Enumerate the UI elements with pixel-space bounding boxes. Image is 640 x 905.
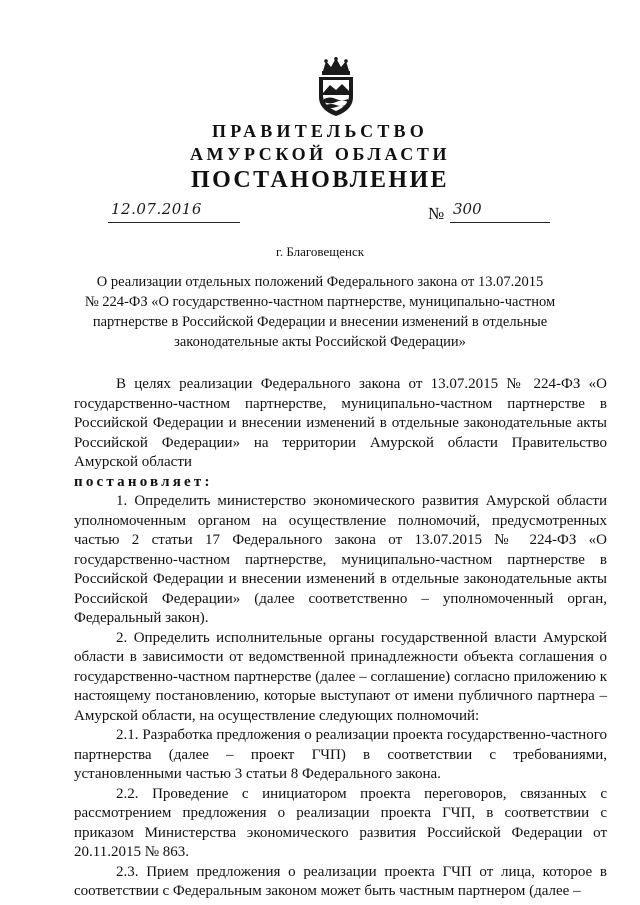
document-subject bbox=[80, 272, 560, 352]
government-title: ПРАВИТЕЛЬСТВО bbox=[212, 121, 428, 141]
number-field bbox=[450, 200, 550, 223]
subject-line: партнерстве в Российской Федерации и внесении изменений в отдельные bbox=[92, 314, 548, 330]
document-type-title: ПОСТАНОВЛЕНИЕ bbox=[191, 167, 449, 193]
subject-line: № 224-ФЗ «О государственно-частном партнерстве, муниципально-частном bbox=[84, 294, 556, 310]
decree-word: постановляет: bbox=[74, 473, 213, 490]
coat-of-arms-icon bbox=[314, 57, 358, 117]
subject-line: О реализации отдельных положений Федерального закона от 13.07.2015 bbox=[96, 274, 544, 290]
city-line: г. Благовещенск bbox=[275, 244, 365, 259]
subject-line: законодательные акты Российской Федерации» bbox=[174, 334, 466, 350]
paragraph-2: 2. Определить исполнительные органы государственной власти Амурской области в зависимости от ведомственной принадлежности объекта соглашения о государственно-частном партнерстве (далее – соглашение) согласно приложению к настоящему постановлению, которые выступают от имени публичного партнера – Амурской области, на осуществление следующих полномочий: bbox=[74, 629, 607, 724]
region-title: АМУРСКОЙ ОБЛАСТИ bbox=[189, 144, 451, 164]
paragraph-2-2: 2.2. Проведение с инициатором проекта переговоров, связанных с рассмотрением предложения о реализации проекта ГЧП, в соответствии с приказом Министерства экономического развития Российской Федерации от 20.11.2015 № 863. bbox=[74, 785, 607, 860]
number-label: № bbox=[428, 204, 445, 223]
paragraph-1: 1. Определить министерство экономического развития Амурской области уполномоченным органом на осуществление полномочий, предусмотренных частью 2 статьи 17 Федерального закона от 13.07.2015 № 224-ФЗ «О государственно-частном партнерстве, муниципально-частном партнерстве в Российской Федерации и внесении изменений в отдельные законодательные акты Российской Федерации» (далее соответственно – уполномоченный орган, Федеральный закон). bbox=[74, 493, 607, 626]
handwritten-number: 300 bbox=[453, 200, 482, 218]
paragraph-2-1: 2.1. Разработка предложения о реализации проекта государственно-частного партнерства (далее – проект ГЧП) в соответствии с требованиями, установленными частью 3 статьи 8 Федерального закона. bbox=[74, 727, 607, 782]
date-field bbox=[108, 200, 240, 223]
paragraph-2-3: 2.3. Прием предложения о реализации проекта ГЧП от лица, которое в соответствии с Федеральным законом может быть частным партнером (далее – bbox=[74, 863, 607, 899]
handwritten-date: 12.07.2016 bbox=[111, 200, 202, 218]
intro-paragraph: В целях реализации Федерального закона от 13.07.2015 № 224-ФЗ «О государственно-частном партнерстве, муниципально-частном партнерстве в Российской Федерации и внесении изменений в отдельные законодательные акты Российской Федерации» на территории Амурской области Правительство Амурской области bbox=[74, 376, 607, 470]
document-body bbox=[74, 375, 607, 902]
